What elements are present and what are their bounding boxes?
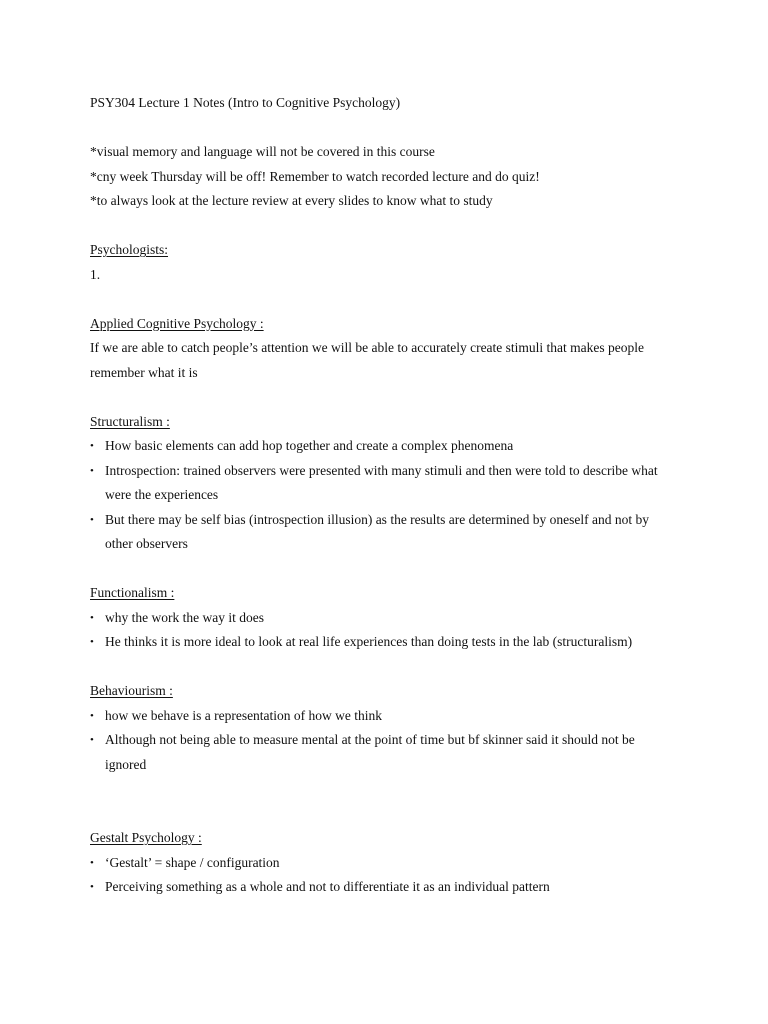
section-heading-behaviourism: Behaviourism : [90,683,173,698]
list-item-text: Although not being able to measure mental at the point of time but bf skinner said it should not be [105,732,635,747]
bullet-icon: • [90,881,94,893]
list-item-text: why the work the way it does [105,609,264,625]
bullet-icon: • [90,611,94,624]
note-line: *cny week Thursday will be off! Remember to watch recorded lecture and do quiz! [90,168,540,184]
list-item-text: How basic elements can add hop together and create a complex phenomena [105,438,514,453]
list-item [90,434,690,459]
bullet-icon: • [90,440,94,452]
paragraph-line: remember what it is [90,364,198,380]
bullet-icon: • [90,513,94,526]
list-item [90,630,690,655]
list-item-text: Introspection: trained observers were presented with many stimuli and then were told to describe what [105,462,658,478]
list-item-text: But there may be self bias (introspection illusion) as the results are determined by oneself and not by [105,511,649,527]
list-item [90,459,690,508]
bullet-icon: • [90,709,94,722]
list-item [90,704,690,729]
document-title: PSY304 Lecture 1 Notes (Intro to Cognitive Psychology) [90,95,401,110]
section-heading-functionalism: Functionalism : [90,585,175,600]
note-line: *to always look at the lecture review at every slides to know what to study [90,193,493,208]
list-item [90,606,690,631]
section-heading-applied: Applied Cognitive Psychology : [90,315,264,331]
section-heading-structuralism: Structuralism : [90,413,170,429]
list-item-text: Perceiving something as a whole and not to differentiate it as an individual pattern [105,879,550,894]
functionalism-list [90,606,690,655]
bullet-icon: • [90,464,94,477]
note-line: *visual memory and language will not be covered in this course [90,144,435,159]
list-item [90,508,690,557]
spacer [90,385,690,410]
list-item-text: ignored [105,756,147,772]
numbered-item: 1. [90,266,101,282]
bullet-icon: • [90,636,94,648]
document-body [90,91,690,900]
bullet-icon: • [90,856,94,869]
list-item-text: He thinks it is more ideal to look at real life experiences than doing tests in the lab (structuralism) [105,634,633,649]
list-item-text: how we behave is a representation of how we think [105,707,383,723]
list-item [90,851,690,876]
spacer [90,777,690,826]
section-heading-gestalt: Gestalt Psychology : [90,830,202,845]
spacer [90,557,690,582]
list-item-text: ‘Gestalt’ = shape / configuration [105,854,280,870]
list-item-text: were the experiences [105,487,219,502]
list-item-text: other observers [105,536,188,551]
gestalt-list [90,851,690,900]
spacer [90,116,690,141]
section-heading-psychologists: Psychologists: [90,242,169,257]
list-item [90,875,690,900]
behaviourism-list [90,704,690,778]
list-item [90,728,690,777]
spacer [90,214,690,239]
spacer [90,655,690,680]
spacer [90,287,690,312]
paragraph-line: If we are able to catch people’s attention we will be able to accurately create stimuli that makes people [90,340,645,355]
structuralism-list [90,434,690,557]
bullet-icon: • [90,734,94,746]
